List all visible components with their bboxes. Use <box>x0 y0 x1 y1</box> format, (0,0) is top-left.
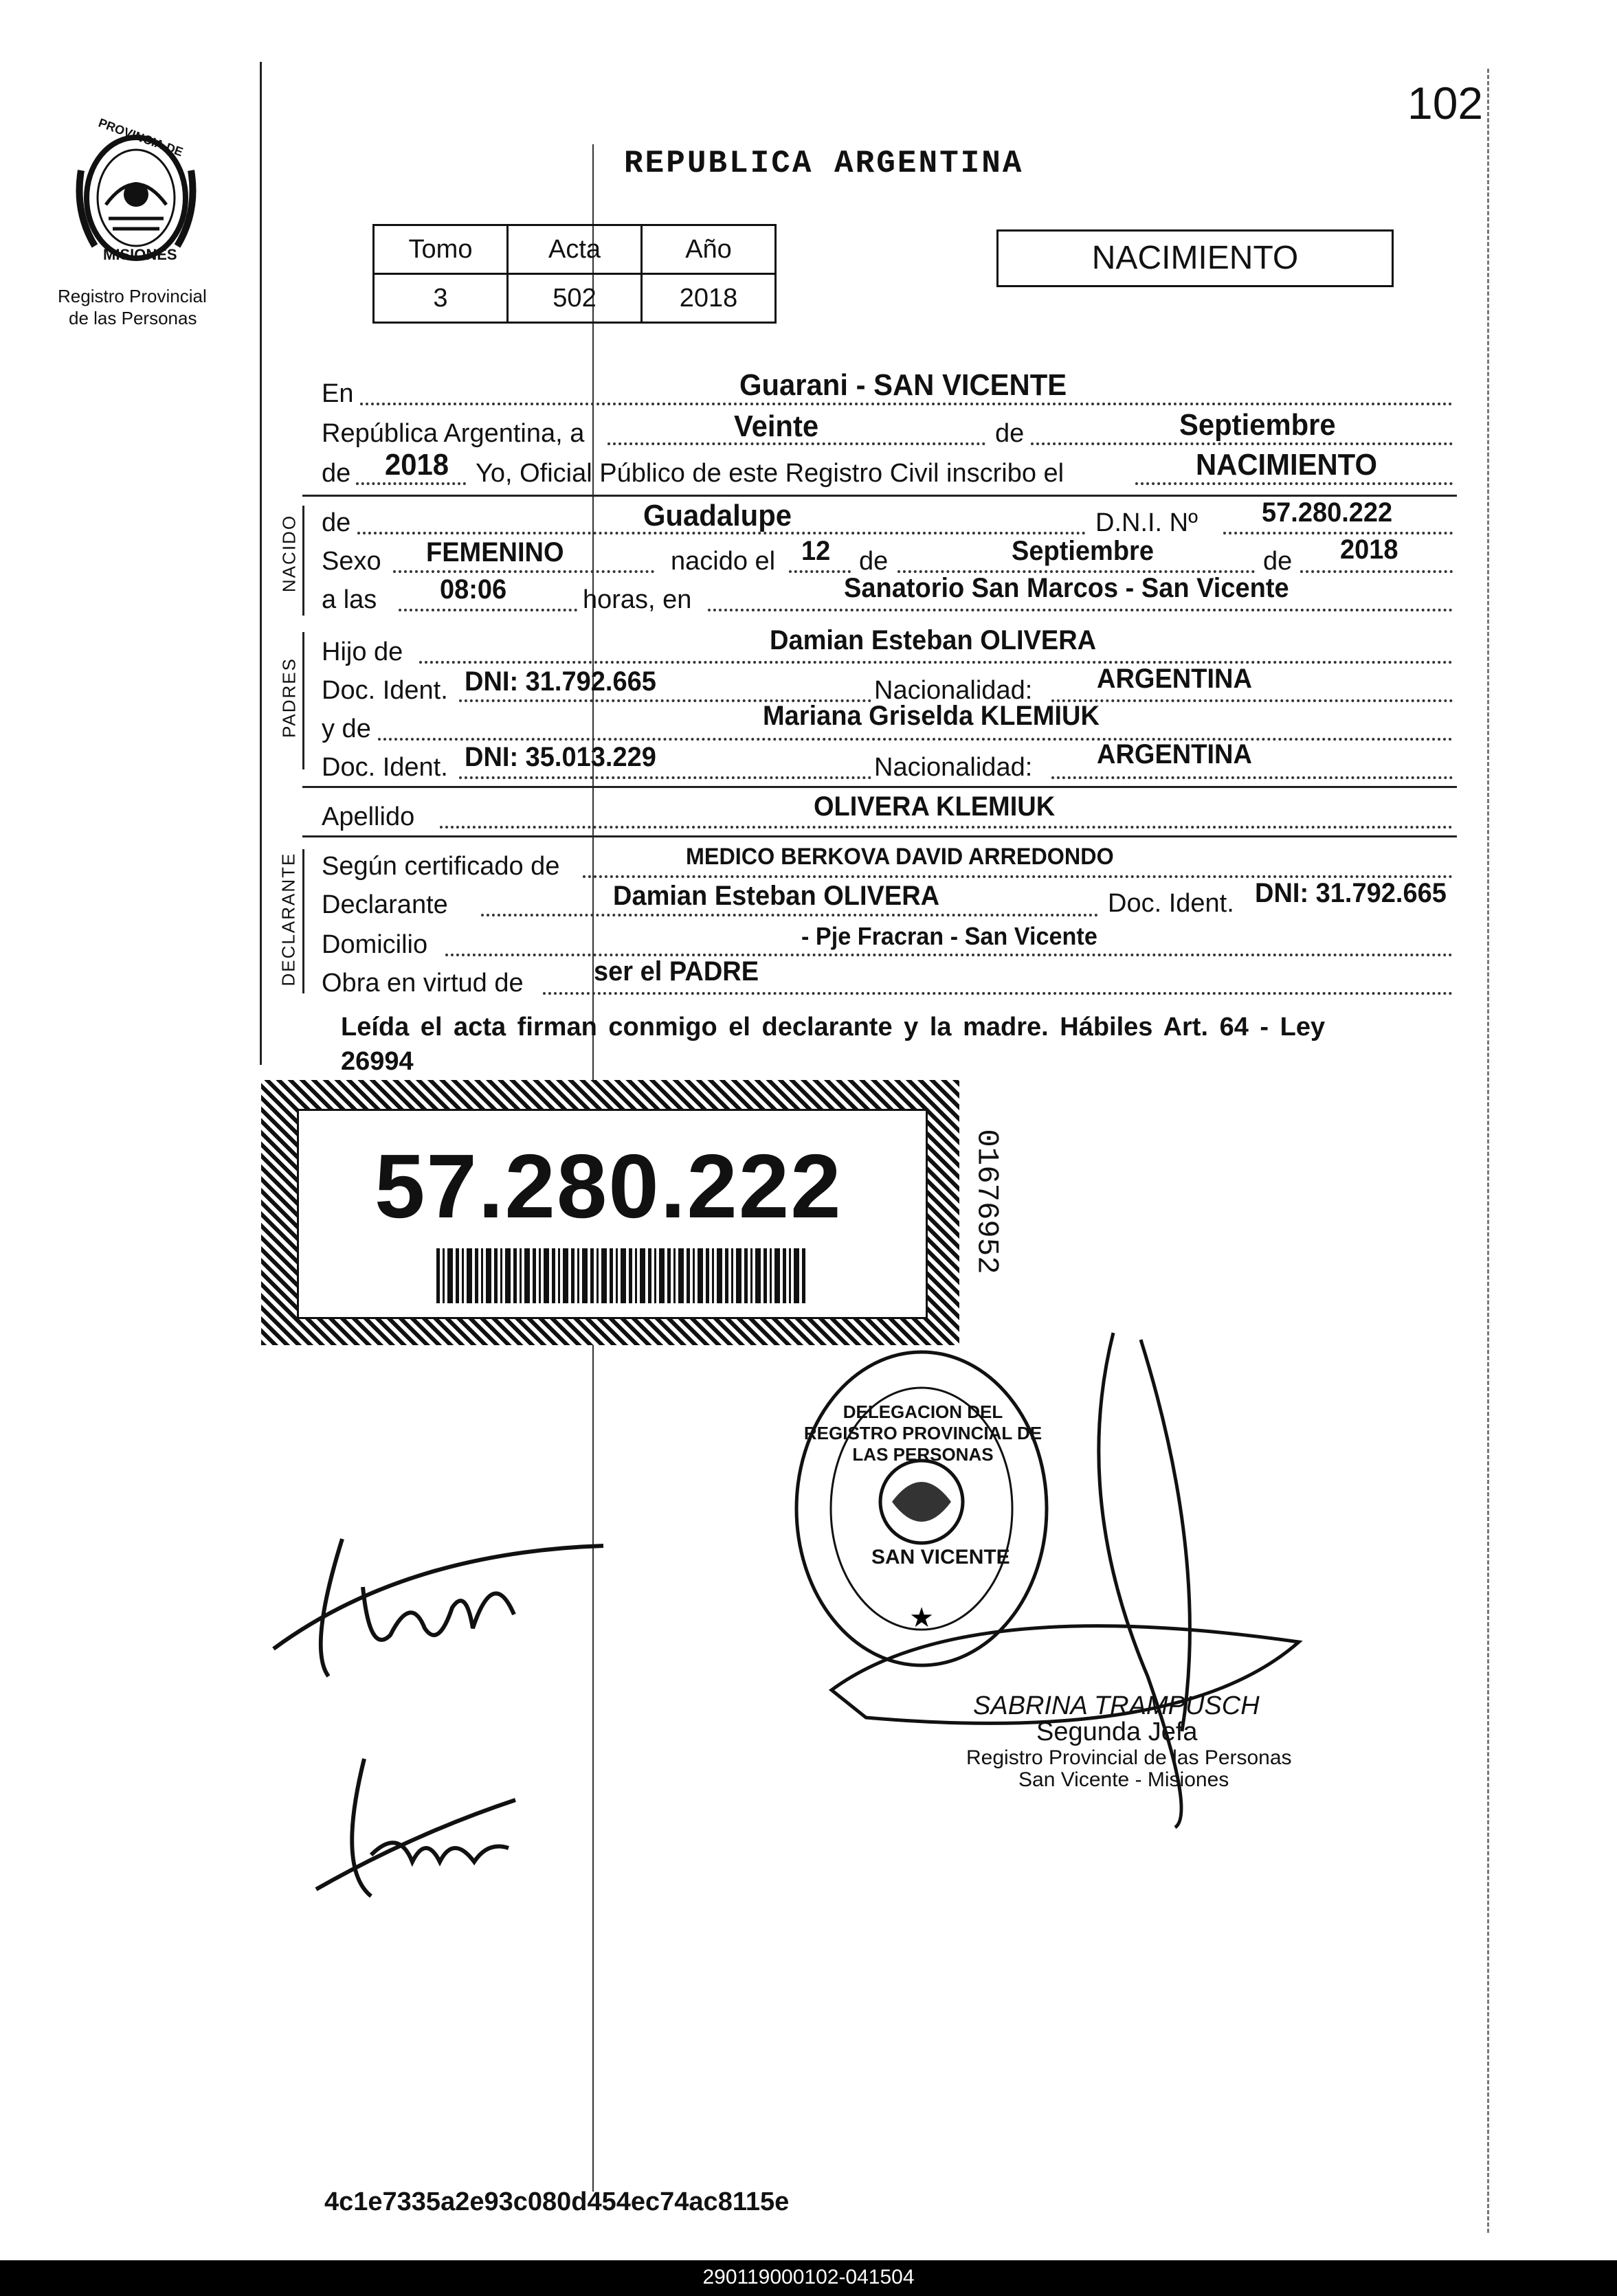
side-label-nacido: NACIDO <box>278 514 300 593</box>
dotted-line <box>789 570 851 573</box>
left-margin-line <box>260 62 262 1065</box>
official-title: Segunda Jefa <box>1036 1718 1198 1746</box>
declarant-signature <box>267 1511 610 1690</box>
label-sexo: Sexo <box>322 547 381 576</box>
value-anio-nac: 2018 <box>1340 534 1398 565</box>
footer-bar <box>0 2260 1617 2296</box>
dni-barcode <box>436 1248 807 1303</box>
page-number: 102 <box>1407 78 1484 128</box>
dotted-line <box>393 570 654 573</box>
official-name: SABRINA TRAMPUSCH <box>973 1691 1260 1720</box>
svg-text:★: ★ <box>909 1603 934 1633</box>
label-y-de: y de <box>322 714 371 743</box>
closing-text-line2: 26994 <box>341 1047 414 1076</box>
value-padre: Damian Esteban OLIVERA <box>770 625 1097 655</box>
label-doc-ident-declarante: Doc. Ident. <box>1108 889 1234 918</box>
nacido-bracket <box>302 506 304 616</box>
declarante-bracket <box>302 849 304 993</box>
value-certificado: MEDICO BERKOVA DAVID ARREDONDO <box>686 844 1114 870</box>
document-hash: 4c1e7335a2e93c080d454ec74ac8115e <box>324 2187 790 2216</box>
dotted-line <box>399 609 577 611</box>
seal-top-text: PROVINCIA DE <box>96 115 186 159</box>
dotted-line <box>543 992 1453 995</box>
dotted-line <box>1031 442 1453 445</box>
label-apellido: Apellido <box>322 802 415 831</box>
side-label-declarante: DECLARANTE <box>278 852 299 987</box>
value-tipo: NACIMIENTO <box>1196 448 1377 482</box>
value-hora: 08:06 <box>440 574 507 605</box>
registry-name-line1: Registro Provincial <box>58 286 207 306</box>
dotted-line <box>1300 570 1453 573</box>
official-location: San Vicente - Misiones <box>1018 1768 1229 1791</box>
value-mes: Septiembre <box>1179 408 1336 442</box>
stamp-inner-text: SAN VICENTE <box>871 1546 1010 1568</box>
page-title: REPUBLICA ARGENTINA <box>624 146 1024 181</box>
value-lugar-nac: Sanatorio San Marcos - San Vicente <box>844 573 1289 603</box>
value-anio: 2018 <box>385 448 449 482</box>
mother-signature <box>309 1745 529 1910</box>
value-declarante-doc: DNI: 31.792.665 <box>1255 878 1447 908</box>
dotted-line <box>360 403 1453 405</box>
dni-sticker <box>261 1080 959 1345</box>
label-de-dia: de <box>859 547 889 576</box>
value-madre-nac: ARGENTINA <box>1097 739 1252 769</box>
label-nacido-el: nacido el <box>671 547 776 576</box>
label-doc-ident-madre: Doc. Ident. <box>322 753 448 782</box>
value-dni: 57.280.222 <box>1262 497 1393 528</box>
label-dni: D.N.I. Nº <box>1095 508 1198 537</box>
closing-text-line1: Leída el acta firman conmigo el declarante y la madre. Hábiles Art. 64 - Ley <box>341 1013 1326 1042</box>
value-obra: ser el PADRE <box>594 956 759 987</box>
dotted-line <box>440 826 1453 829</box>
table-header-tomo: Tomo <box>374 225 508 274</box>
section-divider <box>302 835 1457 837</box>
padres-bracket <box>302 632 304 769</box>
dotted-line <box>1135 482 1453 485</box>
dni-serial: 01676952 <box>969 1129 1004 1274</box>
label-de-mes: de <box>995 419 1025 448</box>
value-apellido: OLIVERA KLEMIUK <box>814 791 1056 822</box>
value-mes-nac: Septiembre <box>1012 536 1154 566</box>
label-segun-certificado: Según certificado de <box>322 852 560 881</box>
value-madre-doc: DNI: 35.013.229 <box>465 742 656 772</box>
act-type: NACIMIENTO <box>1091 240 1299 276</box>
table-header-acta: Acta <box>508 225 642 274</box>
label-nacionalidad-madre: Nacionalidad: <box>874 753 1033 782</box>
label-a-las: a las <box>322 585 377 614</box>
label-en: En <box>322 379 354 408</box>
registry-name-line2: de las Personas <box>69 308 197 328</box>
label-de-anio-nac: de <box>1263 547 1293 576</box>
side-label-padres: PADRES <box>278 657 300 738</box>
dotted-line <box>1223 532 1453 534</box>
dotted-line <box>481 914 1098 916</box>
dotted-line <box>459 776 871 779</box>
value-lugar: Guarani - SAN VICENTE <box>739 368 1067 402</box>
act-table <box>372 224 777 324</box>
table-value-acta: 502 <box>508 274 642 323</box>
label-horas-en: horas, en <box>583 585 692 614</box>
value-dia-letras: Veinte <box>734 409 819 443</box>
dotted-line <box>1051 699 1453 702</box>
act-type-box <box>996 229 1394 287</box>
value-sexo: FEMENINO <box>426 537 564 567</box>
section-divider <box>302 786 1457 788</box>
label-obra-virtud: Obra en virtud de <box>322 969 524 998</box>
dotted-line <box>708 609 1453 611</box>
dotted-line <box>419 661 1453 664</box>
label-de-anio: de <box>322 459 351 488</box>
value-padre-doc: DNI: 31.792.665 <box>465 666 656 697</box>
official-office: Registro Provincial de las Personas <box>966 1746 1292 1769</box>
table-value-anio: 2018 <box>642 274 776 323</box>
value-domicilio: - Pje Fracran - San Vicente <box>801 922 1097 950</box>
value-madre: Mariana Griselda KLEMIUK <box>763 701 1100 731</box>
value-nombre: Guadalupe <box>643 499 792 532</box>
value-dia-nac: 12 <box>801 536 831 566</box>
label-republica: República Argentina, a <box>322 419 585 448</box>
table-header-anio: Año <box>642 225 776 274</box>
dni-sticker-number: 57.280.222 <box>375 1136 843 1237</box>
section-divider <box>302 495 1457 497</box>
footer-code: 290119000102-041504 <box>702 2266 915 2288</box>
table-value-tomo: 3 <box>374 274 508 323</box>
label-declarante: Declarante <box>322 890 448 919</box>
dotted-line <box>378 738 1453 741</box>
label-yo-oficial: Yo, Oficial Público de este Registro Civil inscribo el <box>476 459 1064 488</box>
label-domicilio: Domicilio <box>322 930 428 959</box>
dotted-line <box>1051 776 1453 779</box>
value-declarante: Damian Esteban OLIVERA <box>613 881 940 911</box>
seal-bottom-text: MISIONES <box>103 246 177 263</box>
label-de-nombre: de <box>322 508 351 537</box>
label-hijo-de: Hijo de <box>322 638 403 666</box>
dotted-line <box>356 482 466 485</box>
label-doc-ident-padre: Doc. Ident. <box>322 676 448 705</box>
label-nacionalidad-padre: Nacionalidad: <box>874 676 1033 705</box>
stamp-ring-text: DELEGACION DEL REGISTRO PROVINCIAL DE LAS PERSONAS <box>803 1402 1042 1465</box>
value-padre-nac: ARGENTINA <box>1097 664 1252 694</box>
right-margin-line <box>1487 69 1489 2233</box>
